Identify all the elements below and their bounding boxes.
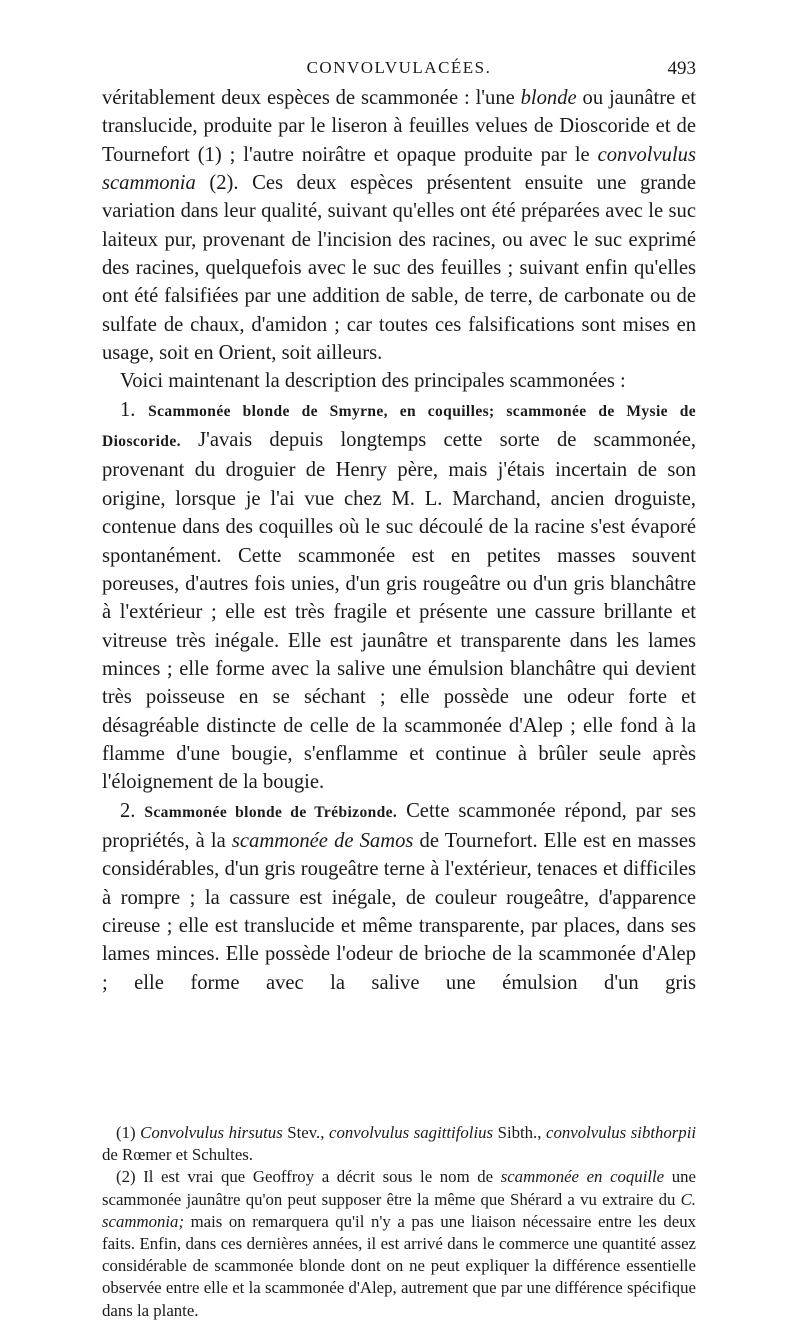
italic-term: Convolvulus hirsutus [140, 1123, 283, 1142]
italic-term: convolvulus sibthorpii [546, 1123, 697, 1142]
text-run: Voici maintenant la description des principales scammonées : [120, 370, 626, 393]
text-run: ou jaunâtre et translucide, produite par le liseron à feuilles velues de Dioscoride et de Tournefort (1) ; l'autre noirâtre et opaque produite par le [102, 87, 696, 166]
italic-term: C. scammonia; [102, 1189, 696, 1231]
text-run: J'avais depuis longtemps cette sorte de scammonée, provenant du droguier de Henry père, mais j'étais incertain de son origine, lorsque je l'ai vue chez M. L. Marchand, ancien droguiste, contenue dans des coquilles où le suc découlé de la racine s'est évaporé spontanément. Cette scammonée est en petites masses souvent poreuses, d'autres fois unies, d'un gris rougeâtre ou d'un gris blanchâtre à l'extérieur ; elle est très fragile et présente une cassure brillante et vitreuse très inégale. Elle est jaunâtre et transparente dans les lames minces ; elle forme avec la salive une émulsion blanchâtre qui devient très poisseuse en se séchant ; elle possède une odeur forte et désagréable distincte de celle de la scammonée d'Alep ; elle fond à la flamme d'une bougie, s'enflamme et continue à brûler seule après l'éloignement de la bougie. [102, 429, 696, 794]
text-run: mais on remarquera qu'il n'y a pas une liaison nécessaire entre les deux faits. Enfin, dans ces dernières années, il est arrivé dans le commerce une quantité assez considérable de scammonée blonde dont on ne peut expliquer la différence essentielle observée entre elle et la scammonée d'Alep, autrement que par une différence spécifique dans la plante. [102, 1211, 696, 1320]
footnote-number: (2) [116, 1167, 144, 1187]
footnote-2 [102, 1166, 696, 1321]
item-number: 2. [120, 799, 145, 822]
italic-term: scammonée en coquille [500, 1167, 665, 1187]
footnote-1 [102, 1122, 696, 1166]
text-run: de Tournefort. Elle est en masses considérables, d'un gris rougeâtre terne à l'extérieur, tenaces et difficiles à rompre ; la cassure est inégale, de couleur rougeâtre, d'apparence cireuse ; elle est translucide et même transparente, par places, dans ses lames minces. Elle possède l'odeur de brioche de la scammonée d'Alep ; elle forme avec la salive une émulsion d'un gris [102, 829, 696, 994]
italic-term: convolvulus sagittifolius [329, 1123, 494, 1142]
italic-term: scammonée de Samos [231, 829, 414, 852]
text-run: véritablement deux espèces de scammonée : l'une [102, 87, 521, 109]
running-title: CONVOLVULACÉES. [306, 58, 492, 77]
page-header [102, 58, 696, 82]
paragraph-continued [102, 84, 696, 367]
paragraph-intro [102, 367, 696, 395]
section-heading: Scammonée blonde de Smyrne, en coquilles; scammonée de Mysie de Dioscoride. [102, 402, 697, 451]
italic-term: convolvulus scammonia [102, 143, 696, 195]
text-run: une scammonée jaunâtre qu'on peut supposer être la même que Shérard a vu extraire du [102, 1167, 696, 1209]
main-text [102, 84, 696, 997]
text-run: Sibth., [493, 1123, 547, 1142]
text-run: de Rœmer et Schultes. [102, 1145, 253, 1165]
text-run: Il est vrai que Geoffroy a décrit sous le nom de [143, 1167, 501, 1187]
item-number: 1. [120, 398, 149, 421]
text-run: (2). Ces deux espèces présentent ensuite une grande variation dans leur qualité, suivant qu'elles ont été préparées avec le suc laiteux pur, provenant de l'incision des racines, ou avec le suc exprimé des racines, quelquefois avec le suc des feuilles ; suivant enfin qu'elles ont été falsifiées par une addition de sable, de terre, de carbonate ou de sulfate de chaux, d'amidon ; car toutes ces falsifications sont mises en usage, soit en Orient, soit ailleurs. [102, 172, 696, 365]
italic-term: blonde [520, 87, 577, 109]
footnotes [102, 1122, 696, 1322]
text-run: Cette scammonée répond, par ses propriétés, à la [102, 799, 696, 852]
text-run: Stev., [282, 1123, 330, 1142]
footnote-number: (1) [116, 1123, 141, 1142]
section-heading: Scammonée blonde de Trébizonde. [144, 803, 398, 821]
paragraph-smyrne [102, 396, 696, 797]
page-number: 493 [667, 58, 696, 79]
paragraph-trebizonde [102, 797, 696, 997]
